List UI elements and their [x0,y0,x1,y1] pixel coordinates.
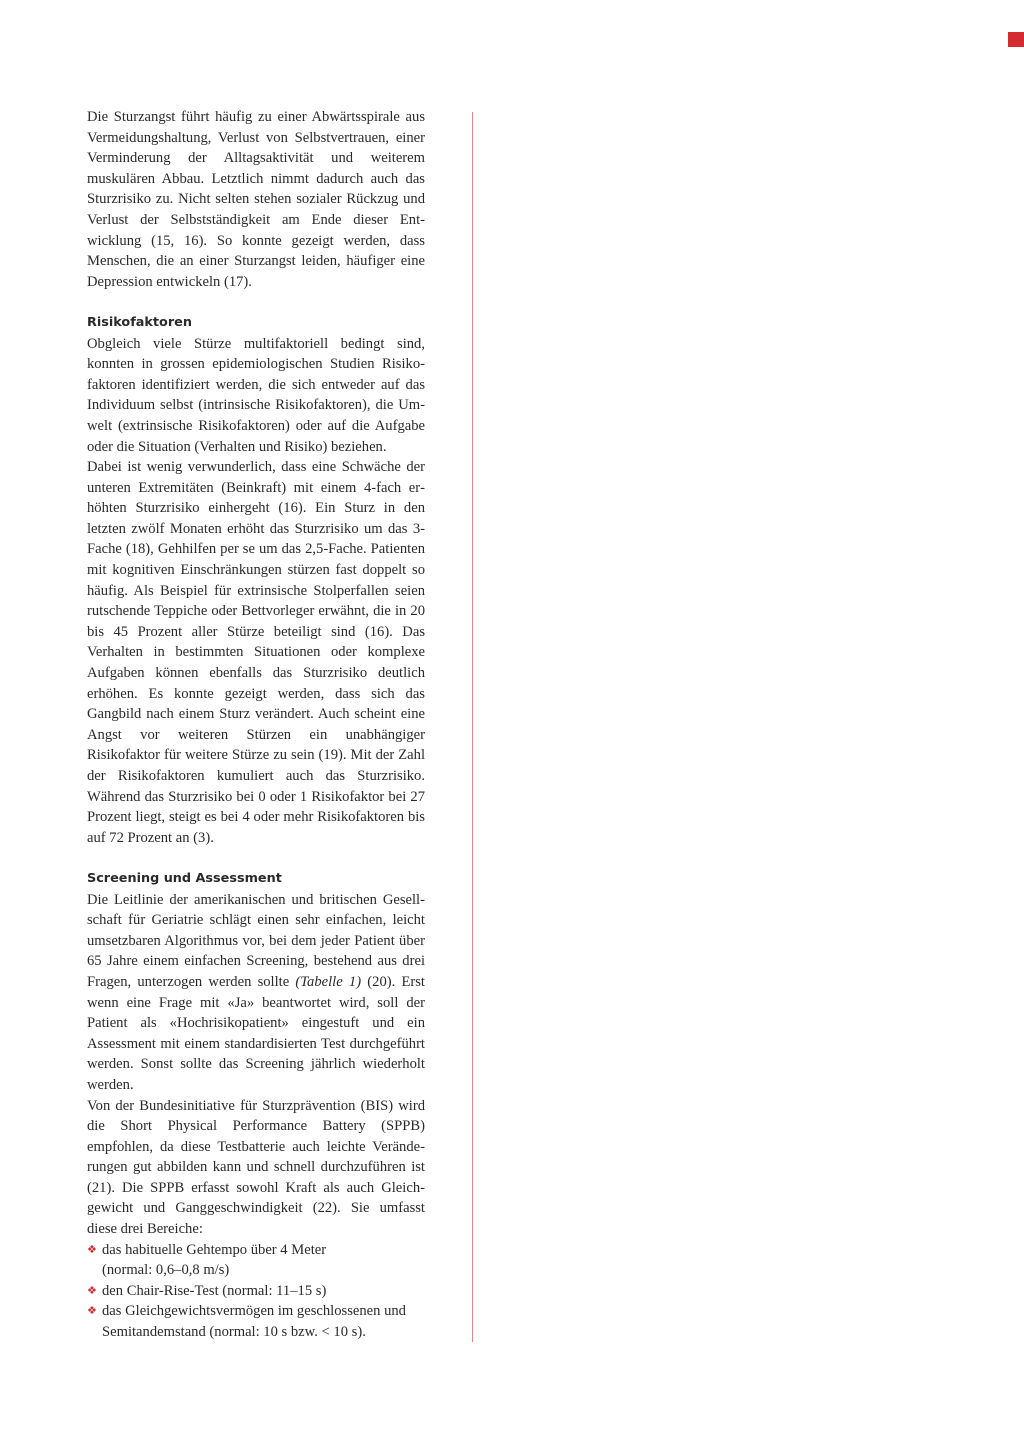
heading-screening: Screening und Assessment [87,870,282,886]
list-item: ❖ den Chair-Rise-Test (normal: 11–15 s) [87,1281,425,1302]
diamond-bullet-icon: ❖ [87,1242,97,1256]
list-item: ❖ das habituelle Gehtempo über 4 Meter (normal: 0,6–0,8 m/s) [87,1241,327,1279]
diamond-bullet-icon: ❖ [87,1304,97,1318]
text-column [87,107,425,1343]
list-item: ❖ das Gleichgewichtsvermögen im geschlossenen und Semitandemstand (normal: 10 s bzw. < 10 s). [87,1303,406,1341]
screening-paragraph-1: Die Leitlinie der amerikanischen und britischen Gesellschaft für Geriatrie schlägt einen sehr einfachen, leicht umsetzbaren Algorithmus vor, bei dem jeder Patient über 65 Jahre einem einfachen Screening, bestehend aus drei Fragen, unterzogen werden sollte (Tabelle 1) (20). Erst wenn eine Frage mit «Ja» beantwortet wird, soll der Patient als «Hochrisikopatient» eingestuft und ein Assessment mit einem standardisierten Test durchgeführt werden. Sonst sollte das Screening jährlich wiederholt werden. [87,891,425,1093]
intro-paragraph: Die Sturzangst führt häufig zu einer Abwärtsspirale aus Vermeidungshaltung, Verlust von Selbstvertrauen, einer Verminderung der Alltagsaktivität und weiterem muskulären Abbau. Letztlich nimmt dadurch auch das Sturzrisiko zu. Nicht selten stehen sozialer Rückzug und Verlust der Selbstständigkeit am Ende dieser Entwicklung (15, 16). So konnte gezeigt werden, dass Menschen, die an einer Sturzangst leiden, häufiger eine Depression entwickeln (17). [87,109,425,290]
corner-color-mark [1008,32,1024,47]
column-divider-line [472,112,473,1342]
risk-paragraph-1: Obgleich viele Stürze multifaktoriell bedingt sind, konnten in grossen epidemiologischen Studien Risikofaktoren identifiziert werden, die sich entweder auf das Individuum selbst (intrinsische Risikofaktoren), die Umwelt (extrinsische Risikofaktoren) oder auf die Aufgabe oder die Situation (Verhalten und Risiko) beziehen. [87,335,425,455]
diamond-bullet-icon: ❖ [87,1283,97,1297]
heading-risikofaktoren: Risikofaktoren [87,314,192,330]
screening-paragraph-2: Von der Bundesinitiative für Sturzprävention (BIS) wird die Short Physical Performance Battery (SPPB) empfohlen, da diese Testbatterie auch leichte Veränderungen gut abbilden kann und schnell durchzuführen ist (21). Die SPPB erfasst sowohl Kraft als auch Gleichgewicht und Ganggeschwindigkeit (22). Sie umfasst diese drei Bereiche: [87,1097,425,1238]
table-reference: (Tabelle 1) [295,973,362,990]
risk-paragraph-2: Dabei ist wenig verwunderlich, dass eine Schwäche der unteren Extremitäten (Beinkraft) mit einem 4-fach erhöhten Sturzrisiko einhergeht (16). Ein Sturz in den letzten zwölf Monaten erhöht das Sturzrisiko um das 3-Fache (18), Gehhilfen per se um das 2,5-Fache. Patienten mit kognitiven Einschränkungen stürzen fast doppelt so häufig. Als Beispiel für extrinsische Stolperfallen seien rutschende Teppiche oder Bettvorleger erwähnt, die in 20 bis 45 Prozent aller Stürze beteiligt sind (16). Das Verhalten in bestimmten Situationen oder komplexe Aufgaben können ebenfalls das Sturzrisiko deutlich erhöhen. Es konnte gezeigt werden, dass sich das Gangbild nach einem Sturz verändert. Auch scheint eine Angst vor weiteren Stürzen ein unabhängiger Risikofaktor für weitere Stürze zu sein (19). Mit der Zahl der Risikofaktoren kumuliert auch das Sturzrisiko. Während das Sturzrisiko bei 0 oder 1 Risikofaktor bei 27 Prozent liegt, steigt es bei 4 oder mehr Risikofaktoren bis auf 72 Prozent an (3). [87,459,425,846]
sppb-bullet-list [87,1240,425,1343]
